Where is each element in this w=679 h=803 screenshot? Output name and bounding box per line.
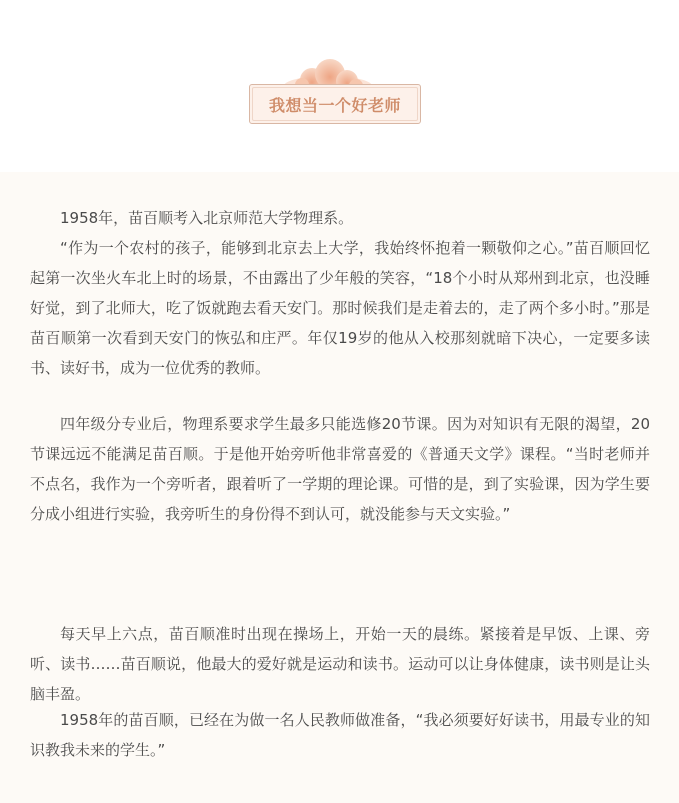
article-title: 我想当一个好老师 — [252, 87, 418, 121]
paragraph-1: 1958年，苗百顺考入北京师范大学物理系。 — [60, 209, 354, 227]
title-frame — [249, 84, 421, 124]
paragraph-4: 每天早上六点，苗百顺准时出现在操场上，开始一天的晨练。紧接着是早饭、上课、旁听、读书……苗百顺说，他最大的爱好就是运动和读书。运动可以让身体健康，读书则是让头脑丰盈。 — [30, 625, 650, 703]
paragraph-3: 四年级分专业后，物理系要求学生最多只能选修20节课。因为对知识有无限的渴望，20节课远远不能满足苗百顺。于是他开始旁听他非常喜爱的《普通天文学》课程。“当时老师并不点名，我作为一个旁听者，跟着听了一学期的理论课。可惜的是，到了实验课，因为学生要分成小组进行实验，我旁听生的身份得不到认可，就没能参与天文实验。” — [30, 415, 650, 523]
article-header — [0, 0, 679, 172]
article-body — [0, 172, 679, 803]
paragraph-5: 1958年的苗百顺，已经在为做一名人民教师做准备，“我必须要好好读书，用最专业的知识教我未来的学生。” — [30, 711, 650, 759]
paragraph-2: “作为一个农村的孩子，能够到北京去上大学，我始终怀抱着一颗敬仰之心。”苗百顺回忆起第一次坐火车北上时的场景，不由露出了少年般的笑容，“18个小时从郑州到北京，也没睡好觉，到了北师大，吃了饭就跑去看天安门。那时候我们是走着去的，走了两个多小时。”那是苗百顺第一次看到天安门的恢弘和庄严。年仅19岁的他从入校那刻就暗下决心，一定要多读书、读好书，成为一位优秀的教师。 — [30, 239, 650, 377]
